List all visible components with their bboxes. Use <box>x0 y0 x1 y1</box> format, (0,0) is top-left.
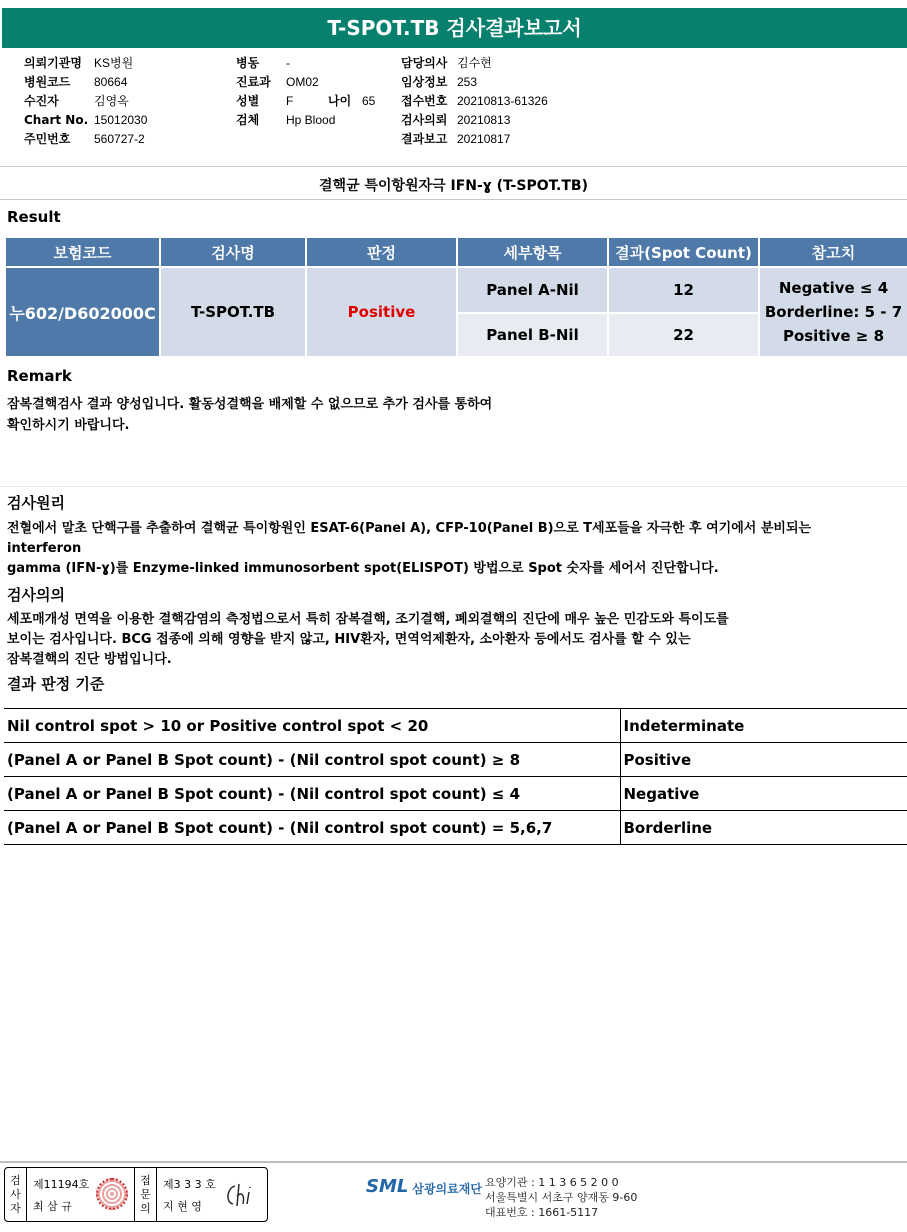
examiner-label-char: 자 <box>10 1201 21 1215</box>
criteria-result: Negative <box>620 777 907 811</box>
remark-text <box>7 394 492 436</box>
info-label: 수진자 <box>24 94 59 108</box>
header-cell: 결과(Spot Count) <box>608 237 759 267</box>
examiner-name: 최 삼 규 <box>33 1200 72 1213</box>
info-label: 의뢰기관명 <box>24 56 82 70</box>
principle-line: 전혈에서 말초 단핵구를 추출하여 결핵균 특이항원인 ESAT-6(Panel A), CFP-10(Panel B)으로 T세포들을 자극한 후 여기에서 분비되는 <box>7 521 812 536</box>
header-cell: 보험코드 <box>5 237 160 267</box>
examiner-cell <box>27 1168 135 1221</box>
criteria-result: Borderline <box>620 811 907 845</box>
principle-line: gamma (IFN-ɣ)를 Enzyme-linked immunosorbent spot(ELISPOT) 방법으로 Spot 숫자를 세어서 진단합니다. <box>7 561 719 576</box>
footer-divider <box>0 1161 907 1163</box>
info-label: 결과보고 <box>401 132 448 146</box>
result-row <box>5 267 907 313</box>
criteria-condition: (Panel A or Panel B Spot count) - (Nil control spot count) = 5,6,7 <box>4 811 620 845</box>
info-label: 임상정보 <box>401 75 448 89</box>
info-value: 15012030 <box>94 113 148 127</box>
patient-info-col1 <box>24 54 147 149</box>
significance-text <box>7 610 729 670</box>
spot-count: 22 <box>608 313 759 357</box>
info-value: 253 <box>457 75 478 89</box>
sml-logo <box>366 1176 482 1197</box>
reference-line: Borderline: 5 - 7 <box>764 303 903 321</box>
info-label: 주민번호 <box>24 132 71 146</box>
detail-item: Panel B-Nil <box>457 313 608 357</box>
info-label: 병동 <box>236 56 260 70</box>
header-cell: 참고치 <box>759 237 907 267</box>
info-value: F <box>286 94 294 108</box>
divider <box>0 199 907 200</box>
significance-line: 잠복결핵의 진단 방법입니다. <box>7 652 172 667</box>
info-value: 20210817 <box>457 132 511 146</box>
info-label: 접수번호 <box>401 94 448 108</box>
seal-stamp <box>96 1178 128 1210</box>
spot-count: 12 <box>608 267 759 313</box>
reviewer-cell <box>157 1168 267 1221</box>
examiner-label-char: 검 <box>10 1173 21 1187</box>
criteria-table <box>4 708 907 845</box>
result-heading: Result <box>7 208 61 226</box>
info-value: 김영옥 <box>94 94 129 108</box>
age-value: 65 <box>362 94 376 108</box>
info-label: Chart No. <box>24 113 89 127</box>
info-label: 병원코드 <box>24 75 71 89</box>
organization-info <box>485 1175 637 1220</box>
signature-icon <box>223 1180 261 1210</box>
reviewer-label-char: 접 <box>140 1173 151 1187</box>
report-title: T-SPOT.TB 검사결과보고서 <box>2 8 907 48</box>
remark-heading: Remark <box>7 367 72 385</box>
reference-line: Positive ≥ 8 <box>782 327 885 345</box>
criteria-result: Indeterminate <box>620 709 907 743</box>
criteria-condition: (Panel A or Panel B Spot count) - (Nil control spot count) ≥ 8 <box>4 743 620 777</box>
principle-heading: 검사원리 <box>7 494 65 512</box>
info-value: KS병원 <box>94 56 134 70</box>
insurance-code: 누602/D602000C <box>5 267 160 357</box>
reference-line: Negative ≤ 4 <box>778 279 889 297</box>
significance-line: 보이는 검사입니다. BCG 접종에 의해 영향을 받지 않고, HIV환자, 면역억제환자, 소아환자 등에서도 검사를 할 수 있는 <box>7 632 691 647</box>
info-value: 80664 <box>94 75 128 89</box>
criteria-row <box>4 777 907 811</box>
remark-line: 잠복결핵검사 결과 양성입니다. 활동성결핵을 배제할 수 없으므로 추가 검사를 통하여 <box>7 397 493 412</box>
reviewer-name: 지 현 영 <box>163 1200 202 1213</box>
reviewer-label-char: 문 <box>140 1187 151 1201</box>
result-table <box>4 236 907 358</box>
remark-line: 확인하시기 바랍니다. <box>7 418 130 433</box>
section-title: 결핵균 특이항원자극 IFN-ɣ (T-SPOT.TB) <box>319 178 588 194</box>
header-cell: 세부항목 <box>457 237 608 267</box>
info-value: OM02 <box>286 75 319 89</box>
info-label: 성별 <box>236 94 260 108</box>
examiner-number: 제11194호 <box>33 1178 90 1191</box>
info-label: 검체 <box>236 113 260 127</box>
header-cell: 검사명 <box>160 237 306 267</box>
info-label: 검사의뢰 <box>401 113 448 127</box>
criteria-result: Positive <box>620 743 907 777</box>
info-value: 20210813-61326 <box>457 94 548 108</box>
criteria-condition: (Panel A or Panel B Spot count) - (Nil control spot count) ≤ 4 <box>4 777 620 811</box>
significance-line: 세포매개성 면역을 이용한 결핵감염의 측정법으로서 특히 잠복결핵, 조기결핵, 폐외결핵의 진단에 매우 높은 민감도와 특이도를 <box>7 612 729 627</box>
patient-info-col2 <box>236 54 375 130</box>
reviewer-label-char: 의 <box>140 1201 151 1215</box>
org-line: 대표번호 : 1661-5117 <box>485 1206 599 1219</box>
criteria-heading: 결과 판정 기준 <box>7 675 105 693</box>
patient-info-col3 <box>401 54 548 149</box>
signature-box <box>4 1167 268 1222</box>
examiner-label <box>5 1168 27 1221</box>
divider <box>0 486 907 487</box>
age-label: 나이 <box>328 94 352 108</box>
org-line: 서울특별시 서초구 양재동 9-60 <box>485 1191 638 1204</box>
reference-values <box>759 267 907 357</box>
significance-heading: 검사의의 <box>7 586 65 604</box>
principle-line: interferon <box>7 541 82 556</box>
header-cell: 판정 <box>306 237 457 267</box>
criteria-row <box>4 743 907 777</box>
test-name: T-SPOT.TB <box>160 267 306 357</box>
org-line: 요양기관 : 1 1 3 6 5 2 0 0 <box>485 1176 619 1189</box>
info-label: 담당의사 <box>401 56 448 70</box>
criteria-row <box>4 811 907 845</box>
judgement: Positive <box>306 267 457 357</box>
info-value: 20210813 <box>457 113 511 127</box>
divider <box>0 166 907 167</box>
info-value: - <box>286 56 290 70</box>
result-header-row <box>5 237 907 267</box>
reviewer-label <box>135 1168 157 1221</box>
detail-item: Panel A-Nil <box>457 267 608 313</box>
principle-text <box>7 519 811 579</box>
info-label: 진료과 <box>236 75 271 89</box>
info-value: Hp Blood <box>286 113 336 127</box>
logo-mark: SML <box>366 1176 409 1197</box>
examiner-label-char: 사 <box>10 1187 21 1201</box>
reviewer-number: 제3 3 3 호 <box>163 1178 216 1191</box>
logo-name: 삼광의료재단 <box>412 1181 482 1196</box>
info-value: 560727-2 <box>94 132 145 146</box>
criteria-condition: Nil control spot > 10 or Positive control spot < 20 <box>4 709 620 743</box>
info-value: 김수현 <box>457 56 492 70</box>
criteria-row <box>4 709 907 743</box>
